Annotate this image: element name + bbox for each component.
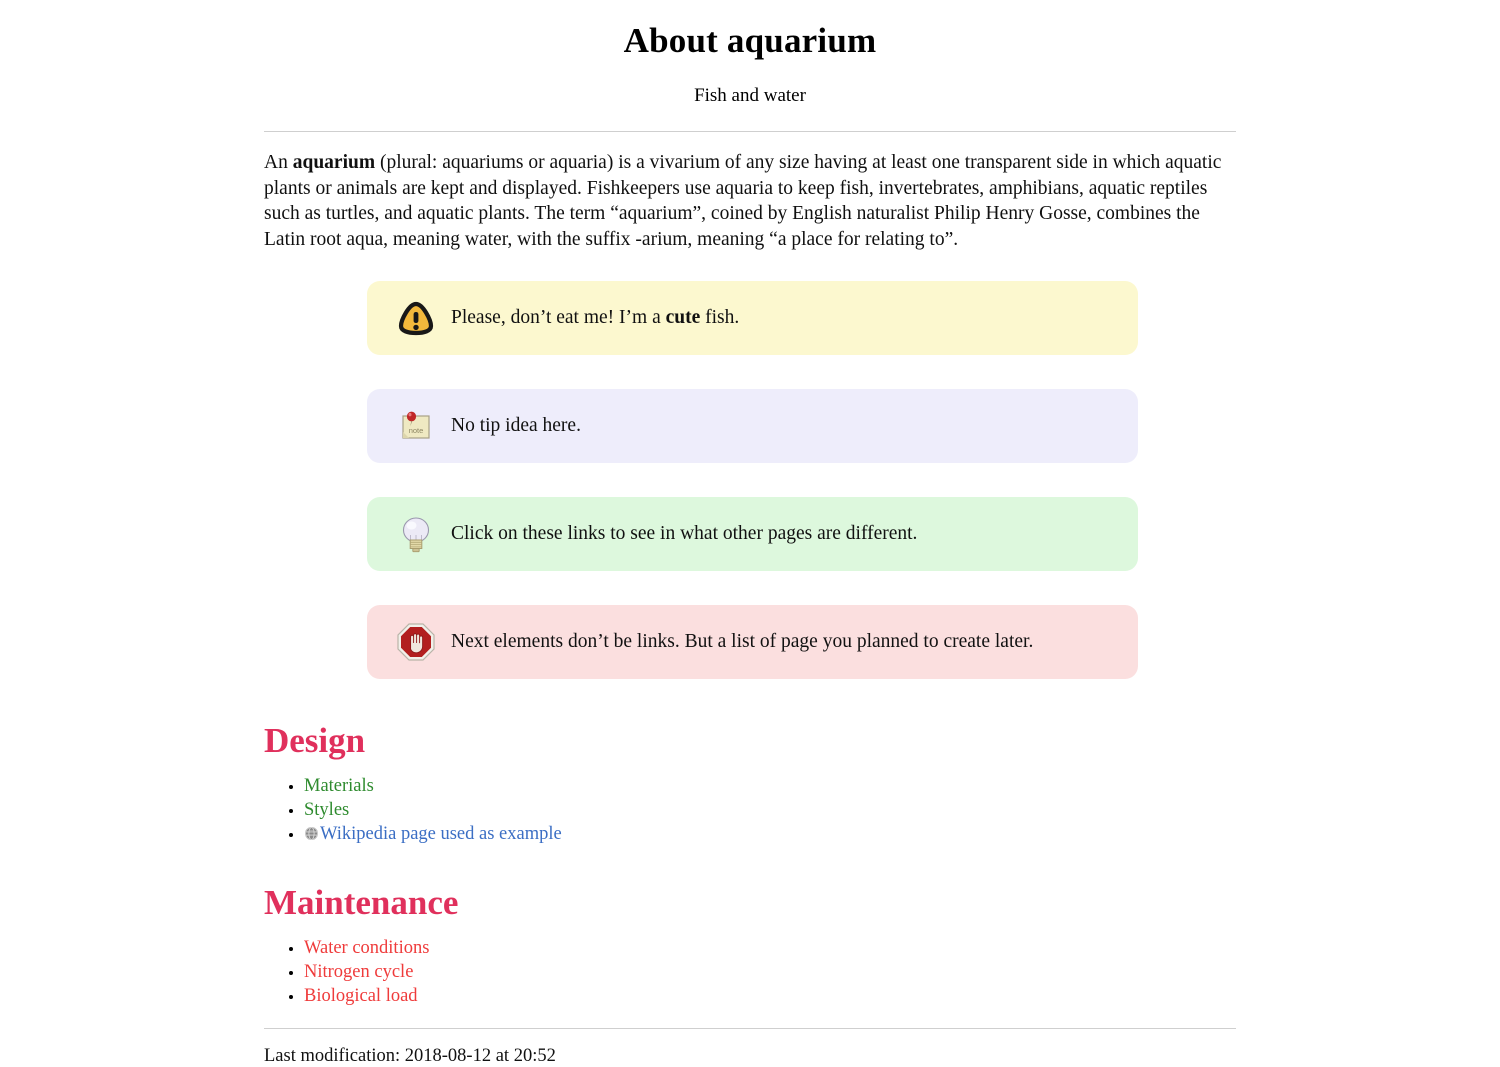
- list-item: [304, 987, 1236, 1006]
- last-modification-text: Last modification: 2018-08-12 at 20:52: [264, 1046, 556, 1067]
- main-content: [264, 132, 1236, 1006]
- list-item: [304, 777, 1236, 796]
- design-link-list: [264, 777, 1236, 846]
- warning-text-before: Please, don’t eat me! I’m a: [451, 307, 666, 329]
- stop-hand-icon: [387, 622, 445, 662]
- list-item: [304, 939, 1236, 958]
- intro-bold-term: aquarium: [292, 152, 376, 173]
- admonition-warning: [367, 281, 1138, 355]
- admonition-caution: [367, 605, 1138, 679]
- caution-text: Next elements don’t be links. But a list of page you planned to create later.: [451, 631, 1034, 653]
- link-wikipedia-page[interactable]: Wikipedia page used as example: [320, 824, 562, 845]
- admonition-tip: [367, 497, 1138, 571]
- warning-text-bold: cute: [665, 307, 701, 329]
- list-item: [304, 801, 1236, 820]
- tip-text: Click on these links to see in what other pages are different.: [451, 523, 918, 545]
- intro-paragraph: [264, 132, 1236, 253]
- warning-text-after: fish.: [700, 307, 740, 329]
- admonition-warning-text: [445, 305, 739, 330]
- list-item: [304, 963, 1236, 982]
- planned-page-biological-load: Biological load: [304, 986, 418, 1007]
- note-text: No tip idea here.: [451, 415, 581, 437]
- page-subtitle: Fish and water: [694, 85, 806, 106]
- planned-page-water-conditions: Water conditions: [304, 938, 430, 959]
- sticky-note-icon: [387, 407, 445, 445]
- section-heading-design: Design: [264, 720, 366, 760]
- link-styles[interactable]: Styles: [304, 800, 350, 821]
- link-materials[interactable]: Materials: [304, 776, 374, 797]
- svg-text:note: note: [408, 425, 424, 435]
- admonition-note-text: [445, 413, 581, 438]
- section-heading-maintenance: Maintenance: [264, 882, 459, 922]
- intro-text-after: (plural: aquariums or aquaria) is a vivarium of any size having at least one transparent side in which aquatic plants or animals are kept and displayed. Fishkeepers use aquaria to keep fish, invertebrates, amphibians, aquatic reptiles such as turtles, and aquatic plants. The term “aquarium”, coined by English naturalist Philip Henry Gosse, combines the Latin root aqua, meaning water, with the suffix -arium, meaning “a place for relating to”.: [264, 152, 1222, 251]
- admonition-tip-text: [445, 521, 917, 546]
- planned-page-nitrogen-cycle: Nitrogen cycle: [304, 962, 414, 983]
- admonition-list: [264, 253, 1236, 679]
- admonition-note: [367, 389, 1138, 463]
- maintenance-link-list: [264, 939, 1236, 1006]
- globe-icon: [304, 826, 319, 846]
- page-title: About aquarium: [623, 21, 877, 60]
- intro-text-before: An: [264, 152, 293, 173]
- list-item: [304, 825, 1236, 846]
- lightbulb-icon: [387, 513, 445, 555]
- warning-triangle-icon: [387, 300, 445, 336]
- admonition-caution-text: [445, 629, 1033, 654]
